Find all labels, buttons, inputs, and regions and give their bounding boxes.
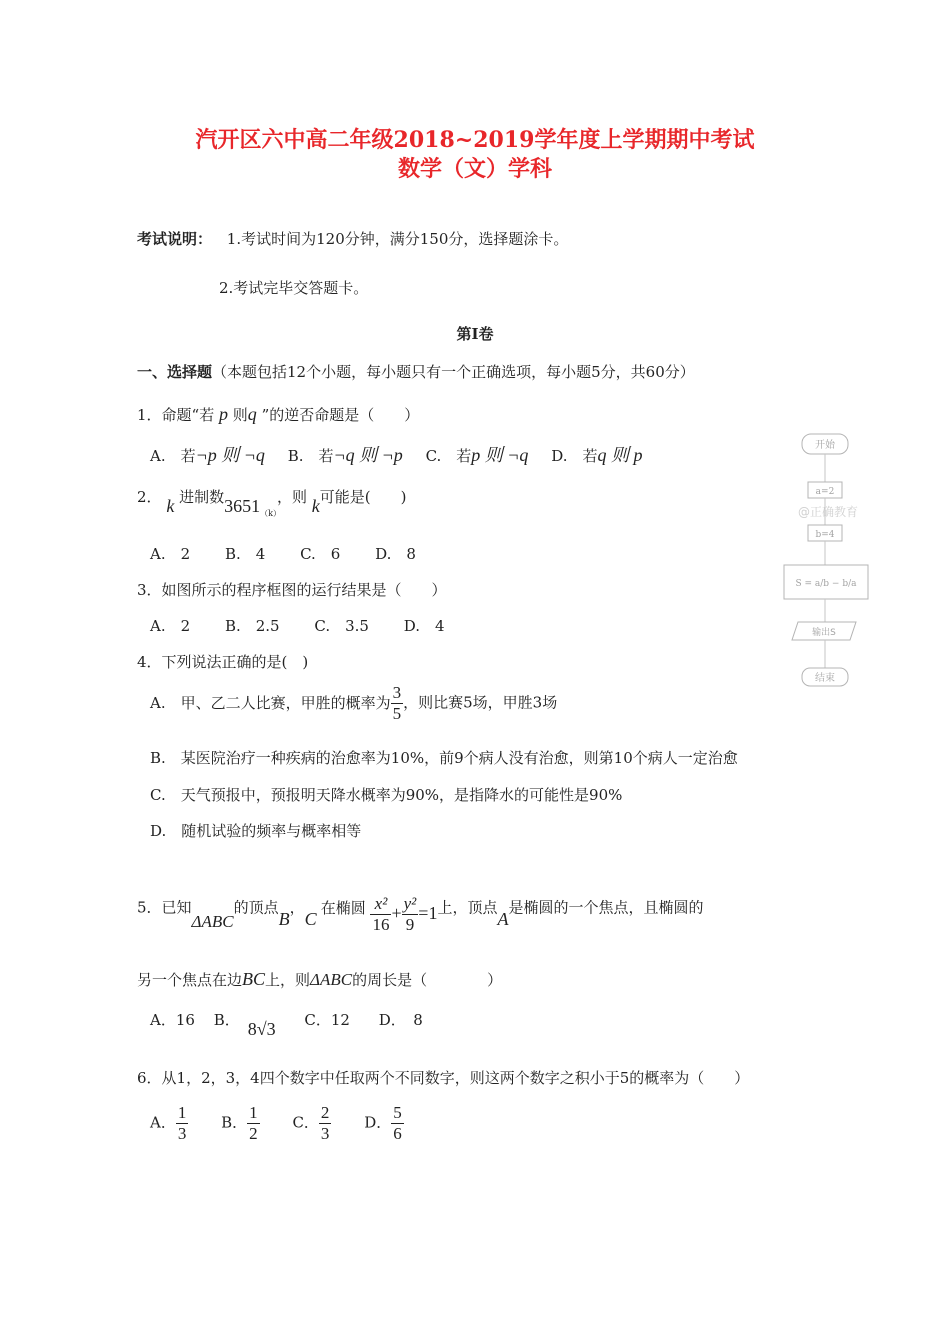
- q1-option-b-text: ¬q 则 ¬p: [333, 445, 403, 465]
- question-5-stem: [137, 888, 704, 934]
- q1-option-d-text: q 则 p: [597, 445, 643, 465]
- q1-option-c-text: p 则 ¬q: [471, 445, 529, 465]
- q6-a-denominator: 3: [177, 1124, 187, 1143]
- flowchart-end: 结束: [815, 673, 835, 684]
- q1-option-c-label: C. 若: [425, 447, 472, 465]
- q5-triangle: ΔABC: [191, 911, 234, 931]
- q1-option-d[interactable]: [551, 441, 642, 467]
- q5-option-c[interactable]: C．12: [304, 1011, 350, 1029]
- q6-option-b-fraction: [247, 1103, 260, 1144]
- q4-option-d[interactable]: D. 随机试验的频率与概率相等: [150, 822, 362, 840]
- instruction-1: 1.考试时间为120分钟，满分150分，选择题涂卡。: [226, 230, 569, 248]
- q5-16: 16: [372, 915, 390, 934]
- q5-text: 是椭圆的一个焦点，且椭圆的: [508, 898, 704, 917]
- q5-text: ，: [289, 898, 305, 917]
- q3-option-c[interactable]: C. 3.5: [314, 617, 369, 635]
- q5-text: 的周长是（ ）: [352, 971, 503, 989]
- q2-option-a[interactable]: A. 2: [150, 545, 191, 563]
- question-5-line2: [137, 969, 502, 990]
- q1-text: ”的逆否命题是（ ）: [261, 406, 420, 424]
- q2-number: 2．: [137, 488, 162, 506]
- q1-q: q: [247, 404, 257, 424]
- q4-option-a[interactable]: [150, 683, 557, 724]
- q6-option-b[interactable]: [221, 1103, 260, 1144]
- question-3-options: [150, 615, 475, 636]
- q6-b-numerator: 1: [249, 1103, 258, 1122]
- q1-option-a-text: ¬p 则 ¬q: [195, 445, 265, 465]
- instruction-2: 2.考试完毕交答题卡。: [219, 279, 369, 297]
- q5-text: 上，则: [265, 971, 311, 989]
- q6-option-c[interactable]: [292, 1103, 331, 1144]
- question-1-options: [150, 441, 642, 467]
- instructions-label: 考试说明：: [137, 230, 213, 248]
- q5-text: 上，顶点: [437, 898, 498, 917]
- q1-option-a-label: A. 若: [150, 447, 196, 465]
- exam-title: 汽开区六中高二年级2018~2019学年度上学期期中考试: [195, 127, 755, 153]
- q2-base-subscript: （k）: [260, 509, 277, 518]
- q5-option-b-value: 8√3: [247, 1019, 276, 1039]
- program-flowchart: [770, 430, 880, 700]
- q5-equals: =1: [418, 902, 438, 923]
- q4-option-a-tail: ，则比赛5场，甲胜3场: [403, 693, 558, 712]
- q4-option-b[interactable]: B. 某医院治疗一种疾病的治愈率为10%，前9个病人没有治愈，则第10个病人一定治愈: [150, 749, 738, 767]
- q6-c-denominator: 3: [320, 1124, 330, 1143]
- q6-option-d-fraction: [391, 1103, 404, 1144]
- q5-ellipse-y-term: [402, 894, 419, 935]
- q5-vertex-a: A: [497, 908, 509, 929]
- q4-fraction-denominator: 5: [392, 704, 402, 723]
- q5-vertex-c: C: [304, 908, 317, 929]
- q2-text: 可能是( ): [319, 488, 407, 506]
- q1-option-c[interactable]: [426, 441, 529, 467]
- q6-option-a-label: A．: [150, 1113, 176, 1132]
- q6-d-denominator: 6: [393, 1124, 402, 1143]
- q6-option-b-label: B．: [221, 1113, 248, 1132]
- question-2-stem: [137, 486, 407, 518]
- q2-k: k: [166, 496, 175, 516]
- q2-text: 进制数: [179, 488, 225, 506]
- question-2-options: [150, 543, 446, 564]
- q6-option-d-label: D．: [364, 1113, 392, 1132]
- flowchart-a: a=2: [815, 487, 835, 497]
- q1-option-b[interactable]: [288, 441, 403, 467]
- exam-subtitle: 数学（文）学科: [397, 156, 552, 182]
- flowchart-start: 开始: [815, 440, 835, 451]
- q5-text: 另一个焦点在边: [137, 971, 243, 989]
- q3-option-d[interactable]: D. 4: [403, 617, 445, 635]
- q5-text: 的顶点: [233, 898, 279, 917]
- question-6-stem: 6．从1，2，3，4四个数字中任取两个不同数字，则这两个数字之积小于5的概率为（ ）: [137, 1069, 750, 1087]
- q2-value: 3651: [224, 496, 261, 516]
- q6-c-numerator: 2: [320, 1103, 330, 1122]
- question-5-options: [150, 1009, 453, 1039]
- part-heading: [137, 361, 695, 382]
- part-label: 一、选择题: [137, 363, 213, 381]
- q5-ellipse-x-term: [370, 894, 391, 935]
- q1-option-d-label: D. 若: [551, 447, 598, 465]
- q5-x2: x²: [370, 894, 391, 915]
- question-6-options: [150, 1103, 434, 1144]
- q5-option-d[interactable]: D． 8: [378, 1011, 423, 1029]
- q6-option-a-fraction: [176, 1103, 189, 1144]
- q5-vertex-b: B: [278, 908, 290, 929]
- q6-option-d[interactable]: [364, 1103, 404, 1144]
- q4-fraction: [391, 683, 404, 724]
- q2-option-c[interactable]: C. 6: [300, 545, 341, 563]
- instructions: [137, 228, 568, 249]
- q6-a-numerator: 1: [177, 1103, 187, 1122]
- q5-edge-bc: BC: [242, 969, 266, 989]
- q5-y2: y²: [403, 894, 417, 913]
- q5-triangle: ΔABC: [310, 970, 353, 989]
- volume-heading: 第Ⅰ卷: [456, 325, 494, 343]
- q2-option-d[interactable]: D. 8: [375, 545, 416, 563]
- q4-fraction-numerator: 3: [392, 683, 402, 702]
- part-description: （本题包括12个小题，每小题只有一个正确选项，每小题5分，共60分）: [212, 363, 695, 381]
- q5-plus: +: [391, 902, 402, 923]
- q5-option-b-label: B．: [213, 1011, 240, 1029]
- question-4-stem: 4．下列说法正确的是( ): [137, 653, 309, 671]
- flowchart-s: S = a/b − b/a: [795, 579, 857, 589]
- q4-option-a-text: A. 甲、乙二人比赛，甲胜的概率为: [150, 693, 391, 712]
- q1-option-b-label: B. 若: [287, 447, 334, 465]
- q6-option-c-label: C．: [292, 1113, 319, 1132]
- question-1-stem: [137, 404, 419, 425]
- q2-k: k: [311, 496, 320, 516]
- q2-text: ，则: [276, 488, 307, 506]
- question-3-stem: 3．如图所示的程序框图的运行结果是（ ）: [137, 581, 447, 599]
- flowchart-watermark: @正确教育: [798, 505, 859, 519]
- q6-b-denominator: 2: [249, 1124, 258, 1143]
- q1-text: 则: [232, 406, 248, 424]
- q5-text: 5．已知: [137, 898, 192, 917]
- q6-option-a[interactable]: [150, 1103, 188, 1144]
- q6-option-c-fraction: [319, 1103, 332, 1144]
- q1-option-a[interactable]: [150, 441, 265, 467]
- q1-p: p: [219, 404, 228, 424]
- q5-option-a[interactable]: A．16: [150, 1011, 195, 1029]
- q5-option-b[interactable]: [213, 1009, 276, 1039]
- q5-9: 9: [405, 915, 415, 934]
- q3-option-b[interactable]: B. 2.5: [224, 617, 280, 635]
- flowchart-b: b=4: [815, 530, 835, 540]
- q2-option-b[interactable]: B. 4: [224, 545, 266, 563]
- q5-text: 在椭圆: [320, 898, 366, 917]
- q6-d-numerator: 5: [393, 1103, 402, 1122]
- q1-text: 1．命题“若: [137, 406, 215, 424]
- flowchart-output: 输出S: [812, 628, 836, 638]
- q4-option-c[interactable]: C. 天气预报中，预报明天降水概率为90%，是指降水的可能性是90%: [150, 786, 623, 804]
- q3-option-a[interactable]: A. 2: [150, 617, 191, 635]
